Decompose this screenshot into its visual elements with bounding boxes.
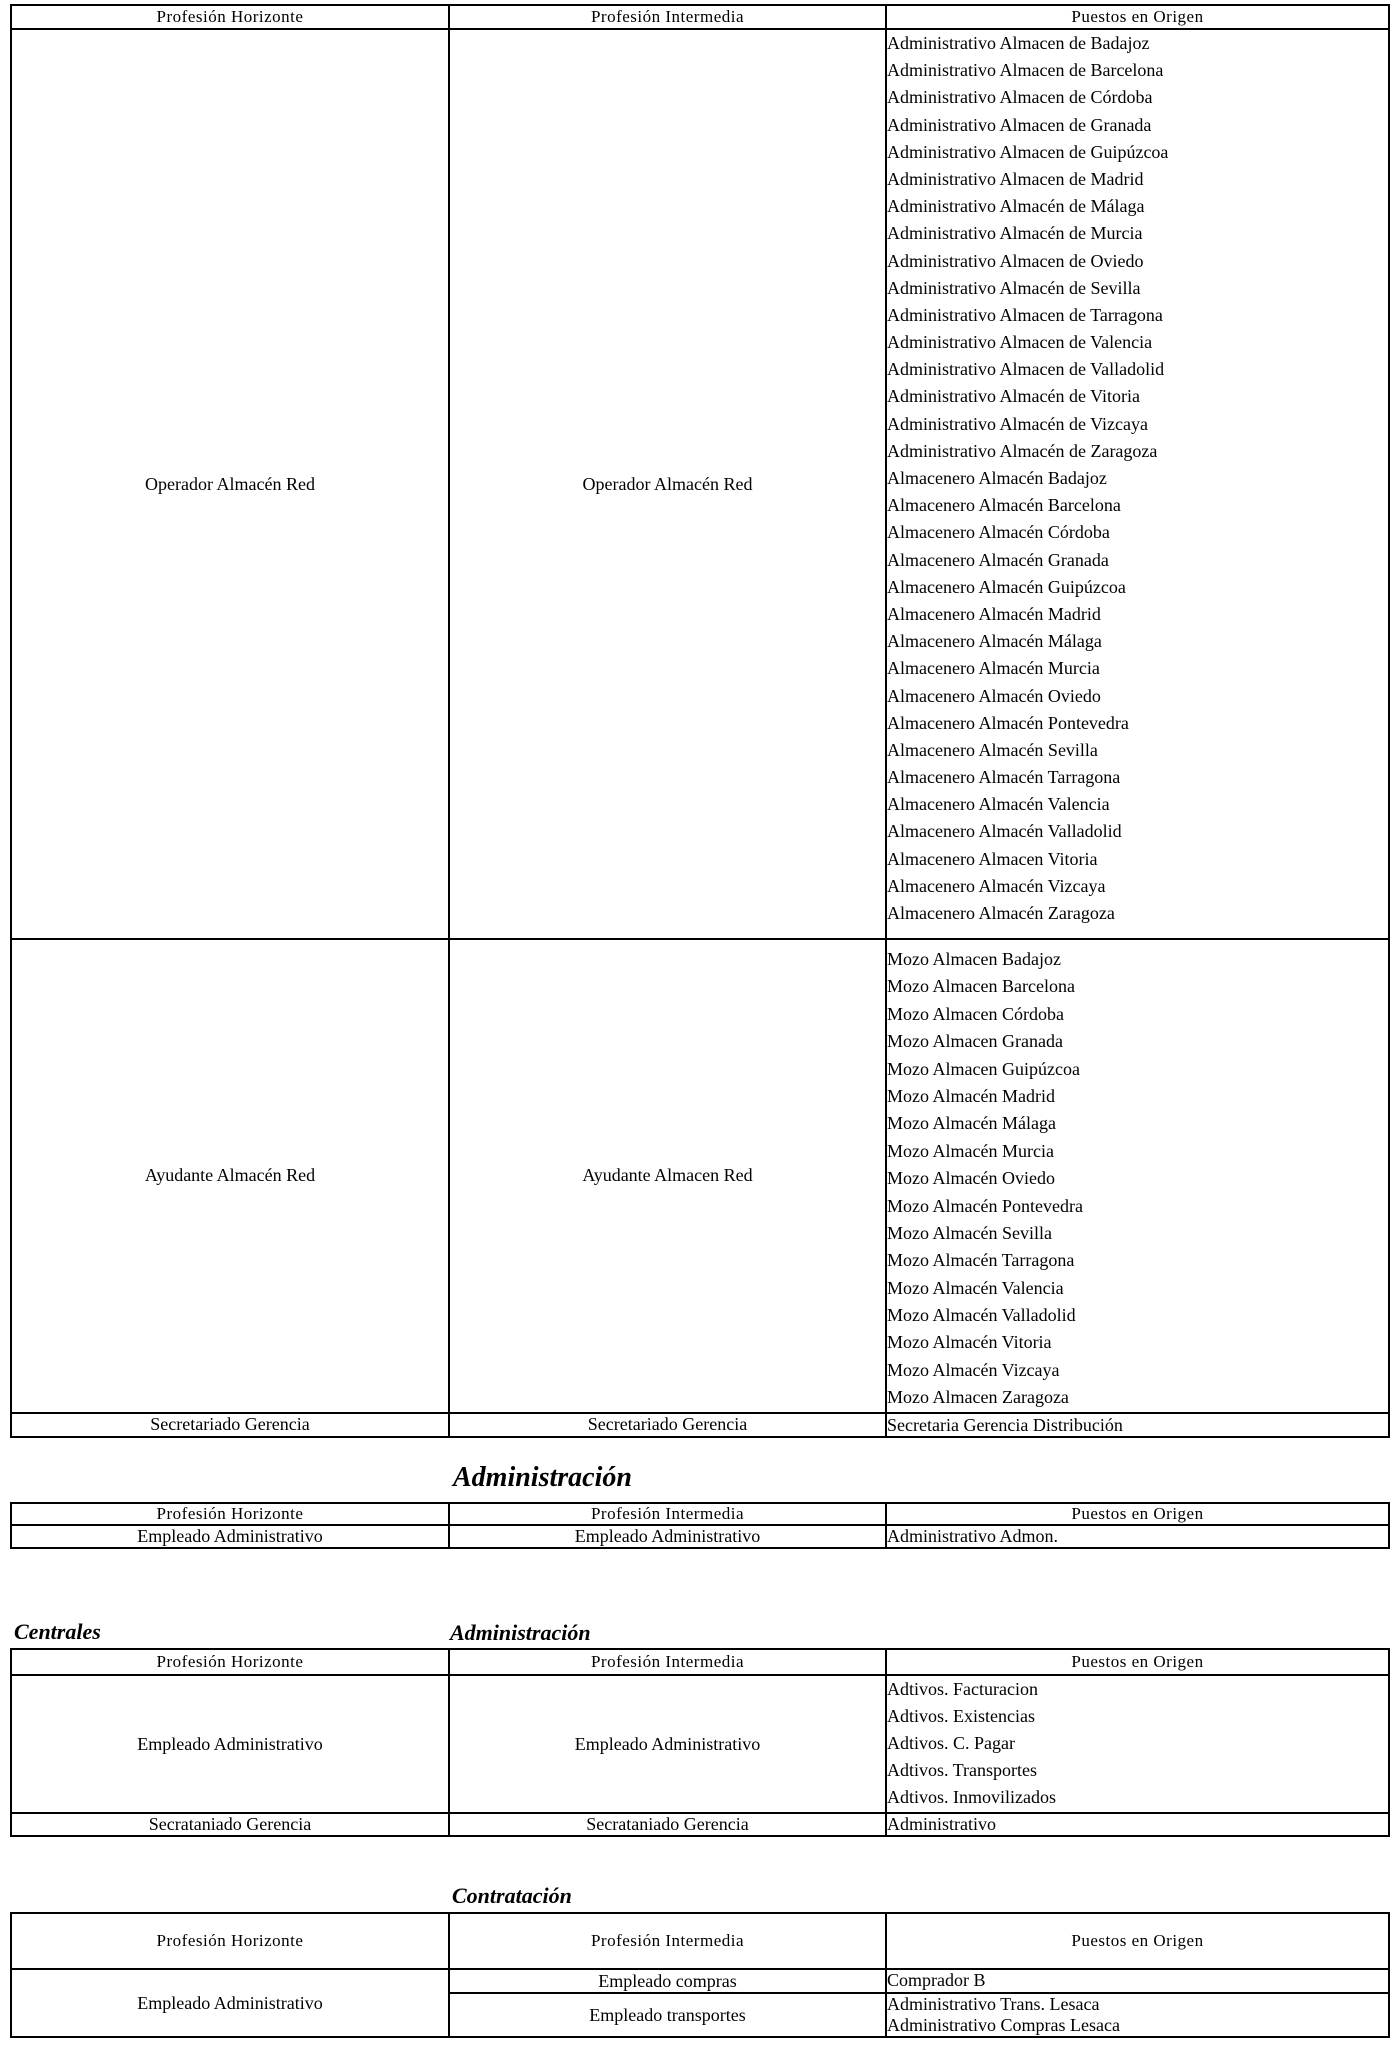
table-row	[11, 1969, 1389, 1993]
section-title-centrales: Centrales	[14, 1619, 101, 1644]
intermedia-cell: Secretariado Gerencia	[449, 1413, 886, 1437]
puesto-item: Almacenero Almacen Vitoria	[887, 848, 1098, 869]
puesto-item: Almacenero Almacén Murcia	[887, 658, 1100, 679]
table-contratacion	[10, 1912, 1390, 2038]
table-centrales-administracion	[10, 1648, 1390, 1837]
puesto-item: Administrativo Almacen de Córdoba	[887, 87, 1153, 108]
puestos-list	[887, 1994, 1388, 2036]
puesto-item: Mozo Almacén Madrid	[887, 1085, 1055, 1106]
puesto-item: Administrativo Almacen de Tarragona	[887, 304, 1163, 325]
header-profesion-horizonte: Profesión Horizonte	[11, 5, 449, 29]
puesto-item: Adtivos. Existencias	[887, 1706, 1035, 1726]
puesto-item: Almacenero Almacén Tarragona	[887, 767, 1121, 788]
puesto-item: Mozo Almacén Pontevedra	[887, 1195, 1083, 1216]
puesto-item: Secretaria Gerencia Distribución	[887, 1414, 1123, 1435]
puestos-cell	[886, 1969, 1389, 1993]
puesto-item: Almacenero Almacén Valencia	[887, 794, 1110, 815]
puesto-item: Administrativo Compras Lesaca	[887, 2015, 1120, 2035]
puestos-list	[887, 1814, 1388, 1834]
puestos-cell	[886, 1993, 1389, 2037]
section-title-contratacion: Contratación	[452, 1883, 572, 1908]
table-row	[11, 1525, 1389, 1548]
puesto-item: Administrativo Almacén de Vizcaya	[887, 413, 1149, 434]
puestos-list	[887, 1526, 1388, 1546]
intermedia-cell: Empleado transportes	[449, 1993, 886, 2037]
puesto-item: Mozo Almacen Guipúzcoa	[887, 1058, 1080, 1079]
puesto-item: Mozo Almacén Oviedo	[887, 1168, 1055, 1189]
puesto-item: Mozo Almacén Valencia	[887, 1277, 1064, 1298]
puestos-cell	[886, 939, 1389, 1413]
puesto-item: Administrativo Almacén de Murcia	[887, 223, 1143, 244]
puesto-item: Mozo Almacén Tarragona	[887, 1250, 1075, 1271]
horizonte-cell: Operador Almacén Red	[11, 29, 449, 939]
horizonte-cell: Empleado Administrativo	[11, 1525, 449, 1548]
header-profesion-horizonte: Profesión Horizonte	[11, 1649, 449, 1675]
puesto-item: Almacenero Almacén Madrid	[887, 603, 1101, 624]
horizonte-cell: Empleado Administrativo	[11, 1675, 449, 1813]
puesto-item: Almacenero Almacén Córdoba	[887, 522, 1110, 543]
table-distribucion	[10, 4, 1390, 1438]
header-puestos-origen: Puestos en Origen	[886, 5, 1389, 29]
puesto-item: Almacenero Almacén Málaga	[887, 631, 1102, 652]
puesto-item: Adtivos. C. Pagar	[887, 1733, 1015, 1753]
intermedia-cell: Empleado Administrativo	[449, 1525, 886, 1548]
puestos-list	[887, 30, 1388, 927]
section-title-administracion: Administración	[453, 1462, 632, 1493]
intermedia-cell: Empleado Administrativo	[449, 1675, 886, 1813]
puesto-item: Almacenero Almacén Guipúzcoa	[887, 576, 1126, 597]
puesto-item: Administrativo Almacen de Valencia	[887, 332, 1153, 353]
puesto-item: Administrativo Almacen de Oviedo	[887, 250, 1144, 271]
intermedia-cell: Ayudante Almacen Red	[449, 939, 886, 1413]
puestos-cell	[886, 29, 1389, 939]
header-profesion-intermedia: Profesión Intermedia	[449, 1649, 886, 1675]
puesto-item: Adtivos. Facturacion	[887, 1679, 1038, 1699]
puesto-item: Adtivos. Inmovilizados	[887, 1787, 1056, 1807]
intermedia-cell: Empleado compras	[449, 1969, 886, 1993]
puestos-list	[887, 1970, 1388, 1990]
puesto-item: Mozo Almacén Vizcaya	[887, 1359, 1060, 1380]
table-row	[11, 29, 1389, 939]
puesto-item: Almacenero Almacén Badajoz	[887, 468, 1107, 488]
puesto-item: Administrativo	[887, 1814, 996, 1834]
puesto-item: Almacenero Almacén Zaragoza	[887, 903, 1115, 923]
puesto-item: Almacenero Almacén Vizcaya	[887, 875, 1106, 896]
puesto-item: Mozo Almacén Sevilla	[887, 1222, 1052, 1243]
puestos-cell	[886, 1525, 1389, 1548]
header-profesion-horizonte: Profesión Horizonte	[11, 1503, 449, 1525]
puesto-item: Administrativo Almacen de Valladolid	[887, 359, 1165, 380]
puesto-item: Mozo Almacén Málaga	[887, 1113, 1056, 1134]
puestos-list	[887, 1414, 1388, 1436]
puestos-cell	[886, 1813, 1389, 1836]
puesto-item: Adtivos. Transportes	[887, 1760, 1038, 1780]
table-row	[11, 939, 1389, 1413]
horizonte-cell: Ayudante Almacén Red	[11, 939, 449, 1413]
section-title-administracion-centrales: Administración	[450, 1620, 591, 1645]
table-administracion	[10, 1502, 1390, 1549]
horizonte-cell: Secretariado Gerencia	[11, 1413, 449, 1437]
header-puestos-origen: Puestos en Origen	[886, 1503, 1389, 1525]
puestos-list	[887, 1676, 1388, 1811]
table-row	[11, 1413, 1389, 1437]
header-profesion-intermedia: Profesión Intermedia	[449, 5, 886, 29]
table-row	[11, 1813, 1389, 1836]
puesto-item: Administrativo Almacen de Granada	[887, 114, 1152, 135]
header-profesion-intermedia: Profesión Intermedia	[449, 1913, 886, 1969]
intermedia-cell: Secrataniado Gerencia	[449, 1813, 886, 1836]
puesto-item: Administrativo Almacén de Zaragoza	[887, 440, 1158, 461]
puesto-item: Administrativo Almacen de Guipúzcoa	[887, 141, 1169, 162]
puesto-item: Administrativo Almacén de Málaga	[887, 196, 1145, 217]
puesto-item: Mozo Almacén Vitoria	[887, 1332, 1052, 1353]
puesto-item: Mozo Almacén Murcia	[887, 1140, 1054, 1161]
puesto-item: Comprador B	[887, 1970, 986, 1990]
puesto-item: Mozo Almacen Córdoba	[887, 1003, 1064, 1024]
header-puestos-origen: Puestos en Origen	[886, 1913, 1389, 1969]
puestos-cell	[886, 1675, 1389, 1813]
puesto-item: Administrativo Admon.	[887, 1526, 1058, 1546]
puesto-item: Mozo Almacen Zaragoza	[887, 1387, 1069, 1408]
puesto-item: Administrativo Almacen de Barcelona	[887, 60, 1164, 81]
puesto-item: Almacenero Almacén Oviedo	[887, 685, 1101, 706]
puesto-item: Almacenero Almacén Granada	[887, 549, 1109, 570]
puesto-item: Mozo Almacén Valladolid	[887, 1305, 1076, 1326]
puesto-item: Almacenero Almacén Valladolid	[887, 821, 1122, 842]
puesto-item: Mozo Almacen Granada	[887, 1031, 1063, 1052]
puesto-item: Administrativo Almacen de Madrid	[887, 168, 1144, 189]
header-profesion-horizonte: Profesión Horizonte	[11, 1913, 449, 1969]
puesto-item: Administrativo Almacén de Sevilla	[887, 277, 1141, 298]
puestos-list	[887, 946, 1388, 1412]
header-profesion-intermedia: Profesión Intermedia	[449, 1503, 886, 1525]
puesto-item: Almacenero Almacén Sevilla	[887, 739, 1098, 760]
puesto-item: Mozo Almacen Barcelona	[887, 976, 1075, 997]
table-row	[11, 1675, 1389, 1813]
puesto-item: Administrativo Trans. Lesaca	[887, 1994, 1100, 2014]
intermedia-cell: Operador Almacén Red	[449, 29, 886, 939]
puesto-item: Almacenero Almacén Pontevedra	[887, 712, 1129, 733]
puesto-item: Administrativo Almacén de Vitoria	[887, 386, 1141, 407]
puesto-item: Administrativo Almacen de Badajoz	[887, 33, 1150, 53]
puesto-item: Almacenero Almacén Barcelona	[887, 495, 1121, 516]
header-puestos-origen: Puestos en Origen	[886, 1649, 1389, 1675]
horizonte-cell: Secrataniado Gerencia	[11, 1813, 449, 1836]
horizonte-cell: Empleado Administrativo	[11, 1969, 449, 2037]
puesto-item: Mozo Almacen Badajoz	[887, 949, 1061, 969]
puestos-cell	[886, 1413, 1389, 1437]
